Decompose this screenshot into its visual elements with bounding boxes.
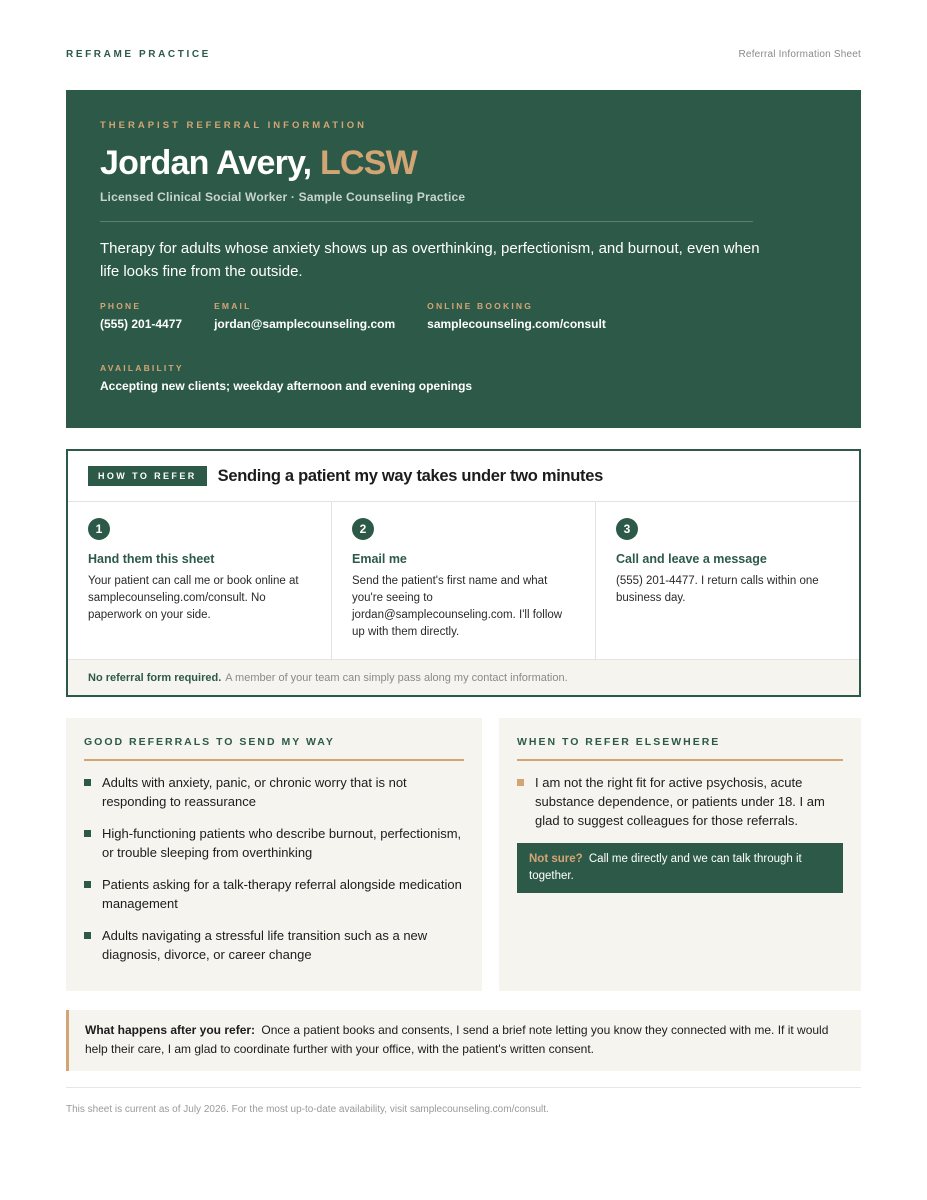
footer-divider — [66, 1087, 861, 1088]
square-bullet-icon — [517, 779, 524, 786]
step-number-badge: 1 — [88, 518, 110, 540]
step-3 — [596, 502, 859, 659]
page-footer: This sheet is current as of July 2026. For the most up-to-date availability, visit samplecounseling.com/consult. — [66, 1104, 549, 1115]
therapist-name-text: Jordan Avery, — [100, 144, 312, 182]
step-title: Email me — [352, 552, 407, 566]
after-bold: What happens after you refer: — [85, 1023, 256, 1037]
step-2 — [332, 502, 596, 659]
brand-name: REFRAME PRACTICE — [66, 49, 211, 60]
contact-booking — [427, 301, 606, 331]
step-title: Hand them this sheet — [88, 552, 215, 566]
therapist-hero — [66, 90, 861, 428]
list-item-text: Adults with anxiety, panic, or chronic worry that is not responding to reassurance — [102, 775, 407, 809]
availability — [100, 363, 827, 393]
callout-bold: Not sure? — [529, 853, 583, 865]
note-text: A member of your team can simply pass along my contact information. — [225, 671, 568, 684]
list-item-text: I am not the right fit for active psychosis, acute substance dependence, or patients under 18. I am glad to suggest colleagues for those referrals. — [535, 775, 825, 828]
step-text: Your patient can call me or book online at samplecounseling.com/consult. No paperwork on your side. — [88, 575, 299, 621]
contact-row — [100, 301, 827, 331]
booking-link[interactable]: samplecounseling.com/consult — [427, 317, 606, 331]
email-link[interactable]: jordan@samplecounseling.com — [214, 317, 396, 331]
list-item — [517, 773, 843, 830]
step-number-badge: 2 — [352, 518, 374, 540]
after-text: Once a patient books and consents, I send a brief note letting you know they connected with me. If it would help their care, I am glad to coordinate further with your office, with the patient's written consent. — [85, 1023, 829, 1056]
list-item — [84, 824, 464, 862]
step-title: Call and leave a message — [616, 552, 767, 566]
after-referral-note — [66, 1010, 861, 1071]
credential: LCSW — [319, 144, 417, 182]
referral-steps — [68, 502, 859, 659]
list-item-text: Adults navigating a stressful life transition such as a new diagnosis, divorce, or career change — [102, 928, 428, 962]
step-1 — [68, 502, 332, 659]
availability-label: AVAILABILITY — [100, 363, 184, 373]
phone-number[interactable]: (555) 201-4477 — [100, 317, 183, 331]
step-text: (555) 201-4477. I return calls within one business day. — [616, 575, 819, 604]
how-to-refer-tag: HOW TO REFER — [88, 466, 207, 486]
list-item — [84, 773, 464, 811]
good-referrals-title: GOOD REFERRALS TO SEND MY WAY — [84, 736, 464, 761]
list-item-text: High-functioning patients who describe burnout, perfectionism, or trouble sleeping from overthinking — [102, 826, 462, 860]
square-bullet-icon — [84, 779, 91, 786]
refer-elsewhere-panel — [499, 718, 861, 991]
step-number-badge: 3 — [616, 518, 638, 540]
how-to-refer-panel — [66, 449, 861, 697]
how-to-refer-header — [68, 451, 859, 502]
list-item-text: Patients asking for a talk-therapy referral alongside medication management — [102, 877, 462, 911]
contact-label: EMAIL — [214, 301, 252, 311]
hero-subtitle: Licensed Clinical Social Worker · Sample Counseling Practice — [100, 190, 466, 204]
not-sure-callout — [517, 843, 843, 893]
note-bold: No referral form required. — [88, 671, 222, 684]
contact-label: ONLINE BOOKING — [427, 301, 534, 311]
therapist-name — [100, 143, 827, 183]
refer-elsewhere-title: WHEN TO REFER ELSEWHERE — [517, 736, 843, 761]
list-item — [84, 926, 464, 964]
square-bullet-icon — [84, 830, 91, 837]
list-item — [84, 875, 464, 913]
square-bullet-icon — [84, 932, 91, 939]
document-type: Referral Information Sheet — [738, 49, 861, 60]
hero-tagline: Therapy for adults whose anxiety shows up as overthinking, perfectionism, and burnout, even when life looks fine from the outside. — [100, 240, 760, 280]
good-referrals-list — [84, 773, 464, 964]
callout-text: Call me directly and we can talk through it together. — [529, 853, 802, 882]
how-to-refer-title: Sending a patient my way takes under two minutes — [217, 466, 603, 485]
how-to-refer-note — [68, 659, 859, 695]
step-text: Send the patient's first name and what you're seeing to jordan@samplecounseling.com. I'll follow up with them directly. — [352, 575, 563, 638]
hero-eyebrow: THERAPIST REFERRAL INFORMATION — [100, 120, 367, 131]
contact-phone — [100, 301, 182, 331]
availability-value: Accepting new clients; weekday afternoon and evening openings — [100, 379, 473, 393]
refer-elsewhere-list — [517, 773, 843, 830]
page-header — [66, 49, 861, 60]
good-referrals-panel — [66, 718, 482, 991]
contact-label: PHONE — [100, 301, 142, 311]
square-bullet-icon — [84, 881, 91, 888]
hero-divider — [100, 221, 753, 222]
contact-email — [214, 301, 395, 331]
